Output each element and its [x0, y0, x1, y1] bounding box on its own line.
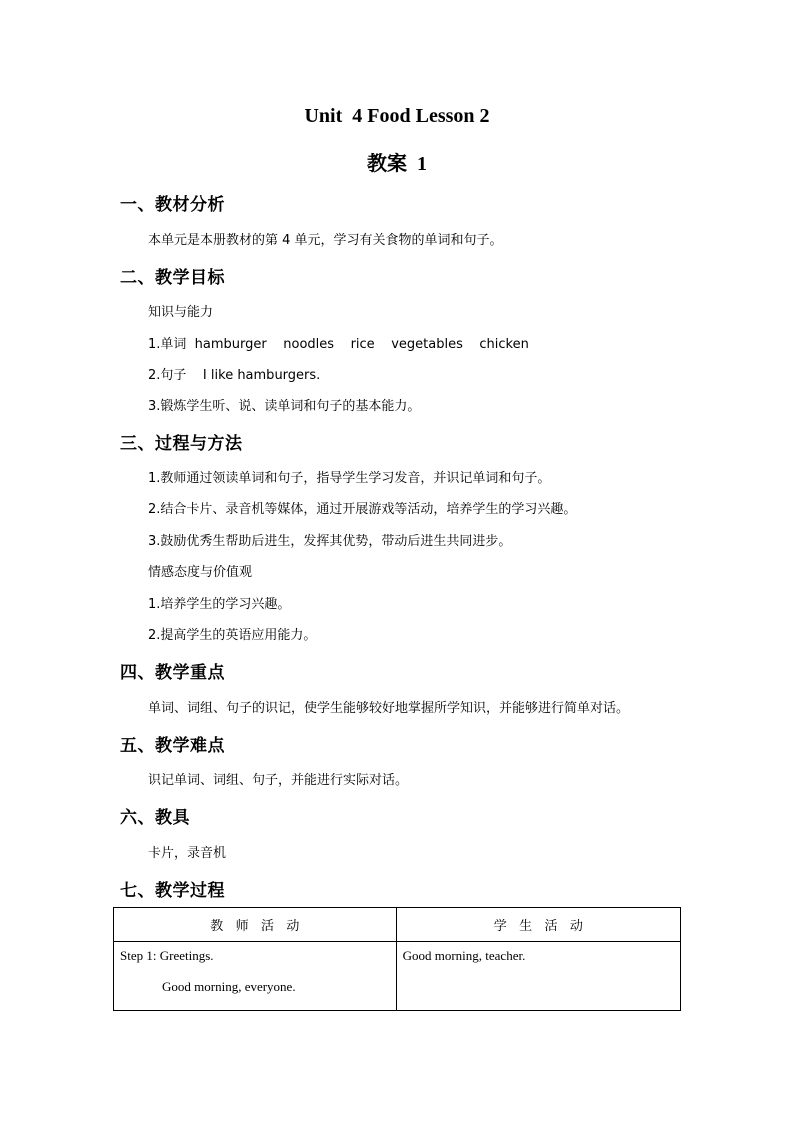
section-heading-process-and-methods: 三、过程与方法 — [120, 434, 243, 454]
paragraph: 2.句子 I like hamburgers. — [148, 368, 321, 383]
section-heading-textbook-analysis: 一、教材分析 — [120, 195, 225, 215]
column-header-student: 学 生 活 动 — [396, 908, 680, 942]
paragraph: 2.提高学生的英语应用能力。 — [148, 628, 317, 643]
section-heading-difficult-points: 五、教学难点 — [120, 736, 225, 756]
section-heading-teaching-objectives: 二、教学目标 — [120, 268, 225, 288]
document-subtitle: 教案 1 — [367, 153, 427, 175]
column-header-teacher: 教 师 活 动 — [114, 908, 397, 942]
paragraph: 3.鼓励优秀生帮助后进生，发挥其优势，带动后进生共同进步。 — [148, 534, 512, 549]
teacher-activity-line: Good morning, everyone. — [162, 979, 296, 994]
paragraph: 本单元是本册教材的第 4 单元，学习有关食物的单词和句子。 — [148, 233, 503, 248]
paragraph: 卡片，录音机 — [148, 846, 227, 861]
paragraph: 1.单词 hamburger noodles rice vegetables chicken — [148, 337, 529, 352]
table-header-row — [114, 908, 681, 942]
paragraph: 1.教师通过领读单词和句子，指导学生学习发音，并识记单词和句子。 — [148, 471, 551, 486]
paragraph: 情感态度与价值观 — [148, 565, 253, 580]
teacher-activity-line: Step 1: Greetings. — [120, 948, 214, 963]
paragraph: 识记单词、词组、句子，并能进行实际对话。 — [148, 773, 409, 788]
teaching-process-table — [113, 907, 681, 1011]
section-heading-key-points: 四、教学重点 — [120, 663, 225, 683]
paragraph: 单词、词组、句子的识记，使学生能够较好地掌握所学知识，并能够进行简单对话。 — [148, 701, 630, 716]
paragraph: 3.锻炼学生听、说、读单词和句子的基本能力。 — [148, 399, 421, 414]
student-activity-line: Good morning, teacher. — [402, 948, 526, 963]
student-activity-cell — [396, 942, 680, 1011]
document-title: Unit 4 Food Lesson 2 — [304, 105, 490, 127]
paragraph: 知识与能力 — [148, 305, 214, 320]
section-heading-teaching-aids: 六、教具 — [120, 808, 190, 828]
section-heading-teaching-process: 七、教学过程 — [120, 881, 225, 901]
teacher-activity-cell — [114, 942, 397, 1011]
paragraph: 2.结合卡片、录音机等媒体，通过开展游戏等活动，培养学生的学习兴趣。 — [148, 502, 577, 517]
paragraph: 1.培养学生的学习兴趣。 — [148, 597, 291, 612]
table-row — [114, 942, 681, 1011]
